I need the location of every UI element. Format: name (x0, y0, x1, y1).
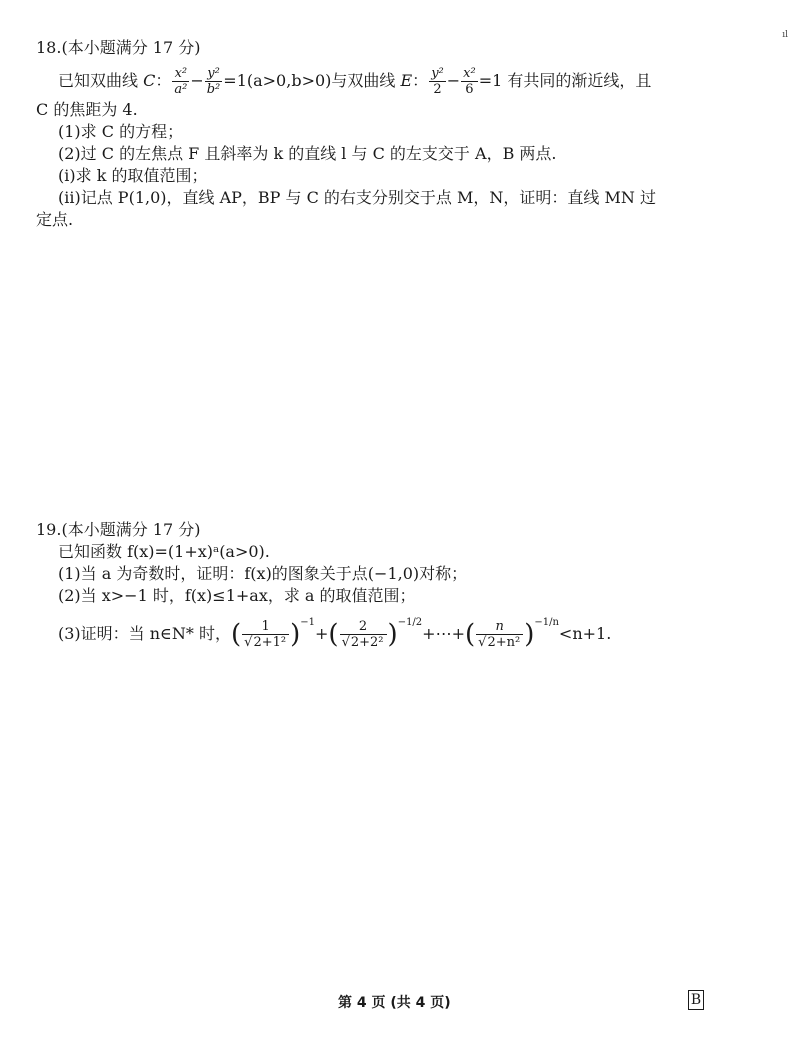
q18-text-2: =1(a>0,b>0)与双曲线 (223, 71, 401, 90)
frac-num: x² (172, 66, 189, 82)
corner-mark: ıl (782, 30, 788, 40)
radicand: 2+n² (487, 635, 521, 650)
frac-num: y² (205, 66, 223, 82)
plus-ellipsis: +⋯+ (422, 624, 465, 643)
radicand: 2+2² (350, 635, 384, 650)
q18-frac-x2-6 (461, 66, 478, 97)
q19-term2 (340, 619, 387, 650)
q19-part3-text: (3)证明：当 n∈N* 时， (58, 624, 231, 643)
q19-term1-exp: −1 (300, 617, 316, 628)
q19-part2: (2)当 x>−1 时，f(x)≤1+ax，求 a 的取值范围； (58, 586, 416, 605)
frac-num: n (476, 619, 523, 635)
paren: ( (328, 619, 339, 650)
q18-minus: − (190, 71, 204, 90)
q18-frac-x2-a2 (172, 66, 189, 97)
q19-tail: <n+1. (558, 624, 612, 643)
q18-part2: (2)过 C 的左焦点 F 且斜率为 k 的直线 l 与 C 的左支交于 A，B 两点. (58, 144, 557, 163)
q19-term1 (242, 619, 289, 650)
q18-colon-2: ： (412, 71, 429, 90)
q18-statement-line2: C 的焦距为 4. (36, 100, 138, 119)
plus: + (315, 624, 329, 643)
q19-term3 (476, 619, 523, 650)
frac-den: a² (174, 82, 188, 97)
paren: ( (231, 619, 242, 650)
radicand: 2+1² (253, 635, 287, 650)
q19-header: 19.(本小题满分 17 分) (36, 520, 201, 539)
frac-num: y² (431, 66, 444, 81)
frac-den: √2+2² (341, 635, 384, 650)
q18-var-c: C (143, 71, 156, 90)
q18-part2-i: (ⅰ)求 k 的取值范围； (58, 166, 208, 185)
q19-statement: 已知函数 f(x)=(1+x)ᵃ(a>0). (58, 542, 270, 561)
version-badge: B (688, 990, 704, 1010)
q18-var-e: E (400, 71, 413, 90)
paren: ) (290, 619, 301, 650)
q18-part1: (1)求 C 的方程； (58, 122, 184, 141)
frac-num: 1 (242, 619, 289, 635)
paren: ) (387, 619, 398, 650)
q18-colon: ： (155, 71, 172, 90)
paren: ( (464, 619, 476, 650)
q18-frac-y2-2 (429, 66, 446, 97)
q18-text: 已知双曲线 (58, 71, 144, 90)
page-number: 第 4 页 (共 4 页) (338, 995, 451, 1011)
q19-part1: (1)当 a 为奇数时，证明：f(x)的图象关于点(−1,0)对称； (58, 564, 468, 583)
q18-header: 18.(本小题满分 17 分) (36, 38, 201, 57)
q18-part2-ii-cont: 定点. (36, 210, 74, 229)
frac-num: x² (463, 66, 476, 81)
q19-term2-exp: −1/2 (397, 617, 423, 628)
frac-den: √2+1² (244, 635, 287, 650)
frac-den: b² (206, 82, 221, 97)
paren: ) (524, 619, 535, 650)
q18-statement-line1 (58, 64, 651, 98)
q19-term3-exp: −1/n (534, 617, 559, 628)
q19-part3 (58, 604, 611, 654)
q18-part2-ii: (ⅱ)记点 P(1,0)，直线 AP，BP 与 C 的右支分别交于点 M，N，证明：直线 MN 过 (58, 188, 656, 207)
q18-minus-2: − (446, 71, 461, 90)
frac-den: √2+n² (478, 635, 521, 650)
frac-num: 2 (340, 619, 387, 635)
q18-frac-y2-b2 (205, 66, 223, 97)
frac-den: 6 (465, 82, 474, 97)
frac-den: 2 (433, 82, 442, 97)
q18-text-3: =1 有共同的渐近线，且 (478, 71, 652, 90)
